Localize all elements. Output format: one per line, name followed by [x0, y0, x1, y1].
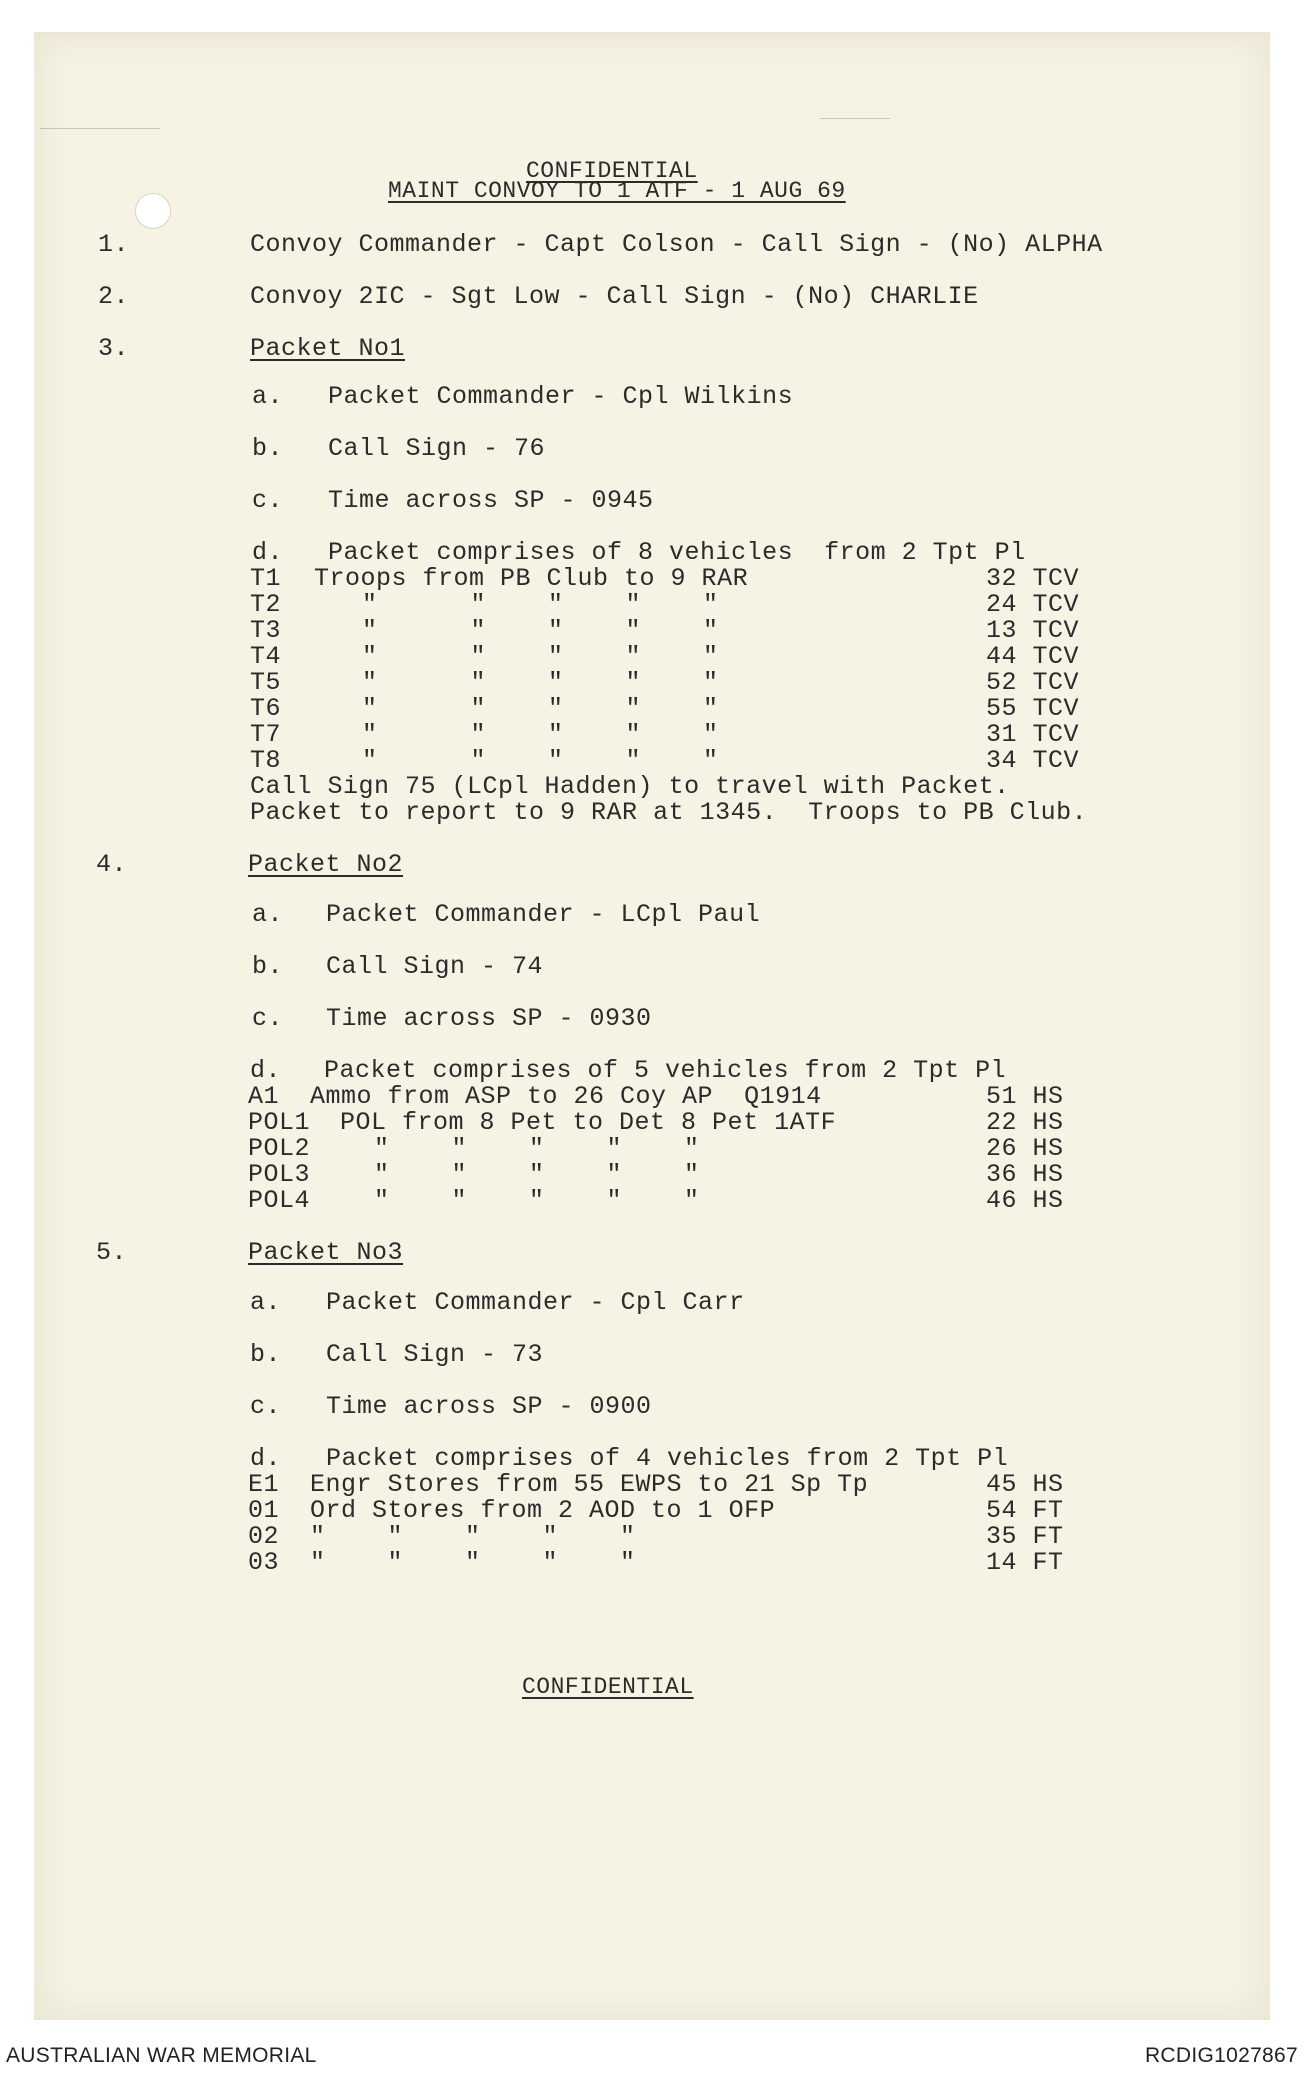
paper-mark — [820, 118, 890, 119]
vehicle-qty: 14 FT — [986, 1548, 1064, 1577]
vehicle-qty: 22 HS — [986, 1108, 1064, 1137]
vehicle-desc: " " " " " — [310, 1522, 636, 1551]
vehicle-qty: 54 FT — [986, 1496, 1064, 1525]
item-number: 2. — [98, 282, 130, 311]
vehicle-qty: 36 HS — [986, 1160, 1064, 1189]
vehicle-desc: " " " " " — [374, 1160, 700, 1189]
vehicle-id: 02 — [248, 1522, 280, 1551]
vehicle-id: T4 — [250, 642, 282, 671]
vehicle-desc: " " " " " — [362, 694, 719, 723]
vehicle-id: A1 — [248, 1082, 280, 1111]
header-classification: CONFIDENTIAL — [526, 158, 698, 184]
packet3-d-label: d. — [250, 1444, 282, 1473]
packet1-b-label: b. — [252, 434, 284, 463]
header-title: MAINT CONVOY TO 1 ATF - 1 AUG 69 — [388, 178, 846, 204]
packet2-commander: Packet Commander - LCpl Paul — [326, 900, 761, 929]
vehicle-qty: 26 HS — [986, 1134, 1064, 1163]
footer-classification: CONFIDENTIAL — [522, 1674, 694, 1700]
vehicle-desc: " " " " " — [310, 1548, 636, 1577]
vehicle-desc: Ord Stores from 2 AOD to 1 OFP — [310, 1496, 776, 1525]
vehicle-desc: Troops from PB Club to 9 RAR — [314, 564, 749, 593]
item-number: 5. — [96, 1238, 128, 1267]
vehicle-id: POL3 — [248, 1160, 311, 1189]
punch-hole — [135, 193, 171, 229]
item-number: 4. — [96, 850, 128, 879]
packet2-call-sign: Call Sign - 74 — [326, 952, 544, 981]
vehicle-desc: Engr Stores from 55 EWPS to 21 Sp Tp — [310, 1470, 869, 1499]
vehicle-id: T1 — [250, 564, 282, 593]
packet1-note-callsign: Call Sign 75 (LCpl Hadden) to travel with Packet. — [250, 772, 1010, 801]
packet1-commander: Packet Commander - Cpl Wilkins — [328, 382, 794, 411]
vehicle-qty: 31 TCV — [986, 720, 1080, 749]
convoy-2ic-line: Convoy 2IC - Sgt Low - Call Sign - (No) CHARLIE — [250, 282, 979, 311]
convoy-commander-line: Convoy Commander - Capt Colson - Call Sign - (No) ALPHA — [250, 230, 1103, 259]
vehicle-id: T8 — [250, 746, 282, 775]
vehicle-id: POL4 — [248, 1186, 311, 1215]
packet1-d-label: d. — [252, 538, 284, 567]
packet3-commander: Packet Commander - Cpl Carr — [326, 1288, 745, 1317]
vehicle-id: T2 — [250, 590, 282, 619]
vehicle-qty: 55 TCV — [986, 694, 1080, 723]
vehicle-qty: 51 HS — [986, 1082, 1064, 1111]
vehicle-desc: " " " " " — [362, 616, 719, 645]
archive-reference: RCDIG1027867 — [1144, 2044, 1298, 2067]
packet3-a-label: a. — [250, 1288, 282, 1317]
vehicle-id: POL1 — [248, 1108, 311, 1137]
vehicle-desc: " " " " " — [362, 746, 719, 775]
vehicle-qty: 13 TCV — [986, 616, 1080, 645]
vehicle-qty: 34 TCV — [986, 746, 1080, 775]
vehicle-id: T5 — [250, 668, 282, 697]
packet2-c-label: c. — [252, 1004, 284, 1033]
packet3-composition: Packet comprises of 4 vehicles from 2 Tpt Pl — [326, 1444, 1009, 1473]
packet3-b-label: b. — [250, 1340, 282, 1369]
vehicle-id: T3 — [250, 616, 282, 645]
packet2-a-label: a. — [252, 900, 284, 929]
vehicle-qty: 35 FT — [986, 1522, 1064, 1551]
vehicle-desc: Ammo from ASP to 26 Coy AP Q1914 — [310, 1082, 822, 1111]
document-page — [34, 32, 1270, 2020]
packet3-c-label: c. — [250, 1392, 282, 1421]
vehicle-desc: POL from 8 Pet to Det 8 Pet 1ATF — [340, 1108, 837, 1137]
packet2-composition: Packet comprises of 5 vehicles from 2 Tpt Pl — [324, 1056, 1007, 1085]
vehicle-qty: 45 HS — [986, 1470, 1064, 1499]
packet1-call-sign: Call Sign - 76 — [328, 434, 546, 463]
packet3-time: Time across SP - 0900 — [326, 1392, 652, 1421]
vehicle-id: POL2 — [248, 1134, 311, 1163]
packet1-note-report: Packet to report to 9 RAR at 1345. Troops to PB Club. — [250, 798, 1088, 827]
packet2-title: Packet No2 — [248, 850, 404, 879]
packet1-time: Time across SP - 0945 — [328, 486, 654, 515]
vehicle-qty: 44 TCV — [986, 642, 1080, 671]
vehicle-id: T6 — [250, 694, 282, 723]
vehicle-desc: " " " " " — [374, 1186, 700, 1215]
packet1-c-label: c. — [252, 486, 284, 515]
packet1-title: Packet No1 — [250, 334, 406, 363]
vehicle-qty: 52 TCV — [986, 668, 1080, 697]
vehicle-desc: " " " " " — [362, 668, 719, 697]
packet2-b-label: b. — [252, 952, 284, 981]
item-number: 3. — [98, 334, 130, 363]
vehicle-qty: 24 TCV — [986, 590, 1080, 619]
vehicle-id: 01 — [248, 1496, 280, 1525]
packet2-d-label: d. — [250, 1056, 282, 1085]
vehicle-id: T7 — [250, 720, 282, 749]
vehicle-id: 03 — [248, 1548, 280, 1577]
packet3-call-sign: Call Sign - 73 — [326, 1340, 544, 1369]
packet3-title: Packet No3 — [248, 1238, 404, 1267]
archive-institution: AUSTRALIAN WAR MEMORIAL — [6, 2044, 317, 2067]
packet1-a-label: a. — [252, 382, 284, 411]
vehicle-desc: " " " " " — [362, 720, 719, 749]
vehicle-qty: 46 HS — [986, 1186, 1064, 1215]
vehicle-qty: 32 TCV — [986, 564, 1080, 593]
item-number: 1. — [98, 230, 130, 259]
paper-mark — [40, 128, 160, 129]
packet1-composition: Packet comprises of 8 vehicles from 2 Tpt Pl — [328, 538, 1026, 567]
packet2-time: Time across SP - 0930 — [326, 1004, 652, 1033]
page-edge — [34, 32, 1270, 36]
vehicle-desc: " " " " " — [362, 642, 719, 671]
vehicle-id: E1 — [248, 1470, 280, 1499]
vehicle-desc: " " " " " — [362, 590, 719, 619]
vehicle-desc: " " " " " — [374, 1134, 700, 1163]
